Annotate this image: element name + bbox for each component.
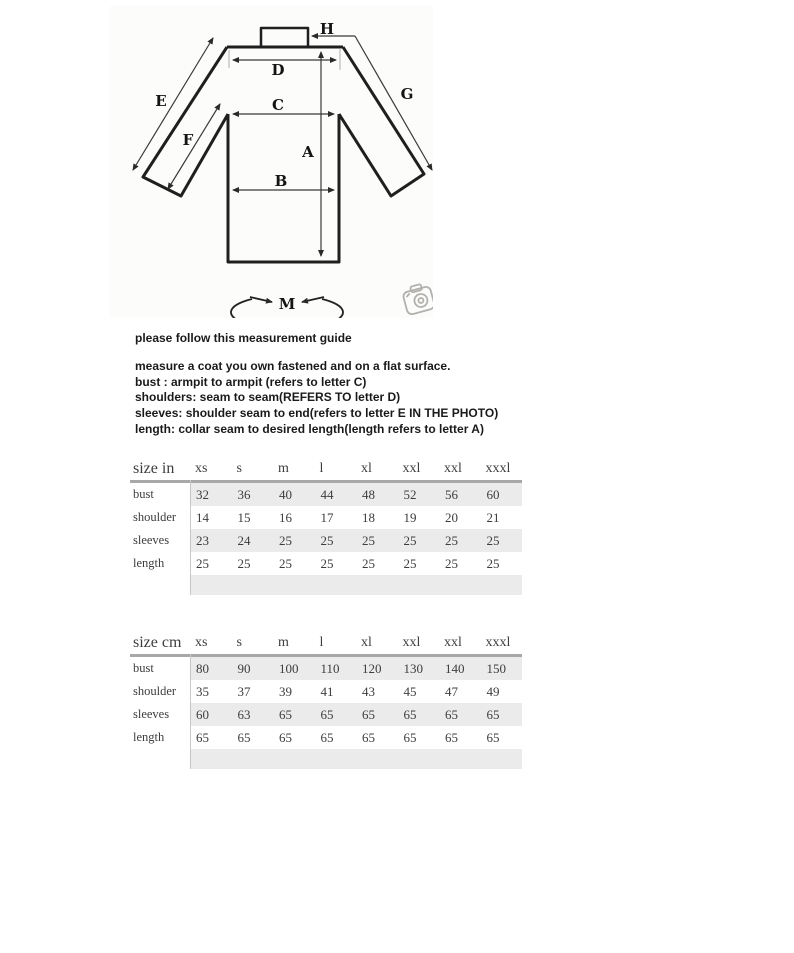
row-label: bust	[133, 661, 154, 675]
table-row	[130, 529, 522, 552]
column-header: xs	[195, 635, 208, 650]
table-title: size cm	[133, 634, 182, 651]
row-label: bust	[133, 487, 154, 501]
table-cell: 47	[445, 683, 458, 699]
table-header-row	[130, 458, 522, 480]
table-cell: 25	[362, 532, 375, 548]
ellipse-arrow-left	[250, 297, 272, 302]
column-header: l	[319, 461, 324, 476]
table-cell: 48	[362, 486, 375, 502]
column-header: xxl	[444, 461, 462, 476]
column-header: xxxl	[485, 635, 511, 650]
diagram-label-b: B	[274, 172, 288, 190]
table-cell: 90	[237, 660, 251, 676]
table-cell: 25	[362, 555, 375, 571]
empty-shaded-band	[190, 749, 522, 769]
table-cell: 65	[445, 706, 458, 722]
garment-diagram-svg	[110, 6, 433, 318]
table-cell: 65	[279, 729, 292, 745]
table-cell: 25	[486, 555, 500, 571]
diagram-letter-labels	[155, 20, 413, 313]
empty-shaded-band	[190, 575, 522, 595]
table-cell: 65	[362, 706, 375, 722]
table-cell: 15	[237, 509, 251, 525]
guide-title: please follow this measurement guide	[135, 331, 352, 345]
table-cell: 14	[196, 509, 209, 525]
column-header: xs	[195, 461, 208, 476]
table-cell: 130	[403, 660, 423, 676]
row-label: shoulder	[133, 510, 177, 524]
table-cell: 18	[362, 509, 375, 525]
column-header: s	[236, 461, 242, 476]
guide-line: bust : armpit to armpit (refers to letter C)	[135, 374, 367, 389]
size-table-inches	[130, 458, 522, 595]
table-cell: 35	[196, 683, 209, 699]
table-cell: 21	[486, 509, 500, 525]
left-sleeve-outline	[143, 47, 228, 196]
table-body	[130, 483, 522, 575]
guide-instructions	[135, 359, 498, 438]
table-cell: 25	[445, 555, 458, 571]
diagram-label-d: D	[271, 61, 285, 79]
table-cell: 24	[237, 532, 251, 548]
column-header: xxl	[402, 635, 421, 650]
measure-line-g	[355, 36, 432, 170]
table-row	[130, 506, 522, 529]
diagram-label-g: G	[400, 85, 414, 103]
row-values	[190, 680, 522, 703]
table-cell: 41	[320, 683, 334, 699]
table-cell: 65	[403, 706, 417, 722]
table-cell: 110	[320, 660, 340, 676]
table-row	[130, 703, 522, 726]
table-cell: 60	[196, 706, 209, 722]
table-cell: 45	[403, 683, 417, 699]
table-cell: 25	[320, 555, 334, 571]
row-values	[190, 483, 522, 506]
table-cell: 65	[320, 729, 334, 745]
table-cell: 43	[362, 683, 375, 699]
table-row	[130, 483, 522, 506]
table-cell: 36	[237, 486, 251, 502]
table-cell: 19	[403, 509, 417, 525]
table-cell: 16	[279, 509, 292, 525]
table-cell: 25	[196, 555, 209, 571]
table-cell: 49	[486, 683, 500, 699]
table-row	[130, 726, 522, 749]
table-cell: 37	[237, 683, 251, 699]
guide-line: sleeves: shoulder seam to end(refers to letter E IN THE PHOTO)	[135, 406, 499, 421]
table-cell: 63	[237, 706, 251, 722]
measure-line-e	[133, 38, 213, 170]
column-header: xxl	[402, 461, 421, 476]
row-values	[190, 506, 522, 529]
table-row	[130, 552, 522, 575]
right-sleeve-outline	[339, 47, 424, 196]
table-cell: 120	[362, 660, 382, 676]
table-row	[130, 680, 522, 703]
table-header-cols	[190, 461, 522, 477]
diagram-label-c: C	[272, 96, 284, 114]
column-header: xl	[361, 635, 372, 650]
guide-line: shoulders: seam to seam(REFERS TO letter D)	[135, 390, 401, 405]
table-cell: 140	[445, 660, 465, 676]
column-divider-line	[190, 480, 191, 595]
size-table-cm	[130, 632, 522, 769]
table-cell: 65	[279, 706, 292, 722]
row-label: sleeves	[133, 707, 170, 721]
table-cell: 25	[279, 532, 292, 548]
column-header: m	[278, 461, 289, 476]
table-cell: 25	[237, 555, 251, 571]
column-header: xxxl	[485, 461, 511, 476]
table-cell: 44	[320, 486, 334, 502]
row-label: length	[133, 730, 165, 744]
table-cell: 65	[445, 729, 458, 745]
diagram-label-m: M	[278, 295, 296, 313]
table-cell: 25	[403, 532, 417, 548]
row-values	[190, 529, 522, 552]
table-cell: 25	[320, 532, 334, 548]
table-cell: 150	[486, 660, 506, 676]
row-values	[190, 657, 522, 680]
table-cell: 25	[486, 532, 500, 548]
table-body	[130, 657, 522, 749]
table-cell: 17	[320, 509, 334, 525]
table-title: size in	[133, 460, 175, 477]
diagram-label-h: H	[319, 20, 335, 38]
table-cell: 40	[279, 486, 292, 502]
measurement-diagram-photo	[110, 6, 433, 318]
table-cell: 100	[279, 660, 299, 676]
table-header-cols	[190, 635, 522, 651]
table-cell: 25	[403, 555, 417, 571]
row-values	[190, 703, 522, 726]
diagram-label-a: A	[302, 143, 314, 161]
table-cell: 20	[445, 509, 458, 525]
row-label: length	[133, 556, 165, 570]
column-header: m	[278, 635, 289, 650]
column-header: xxl	[444, 635, 462, 650]
table-cell: 25	[279, 555, 292, 571]
table-cell: 23	[196, 532, 209, 548]
table-cell: 65	[320, 706, 334, 722]
table-cell: 80	[196, 660, 209, 676]
table-cell: 56	[445, 486, 458, 502]
table-cell: 32	[196, 486, 209, 502]
table-cell: 65	[196, 729, 209, 745]
diagram-label-f: F	[182, 131, 194, 149]
row-values	[190, 552, 522, 575]
camera-stamp-icon	[401, 282, 433, 315]
guide-line: measure a coat you own fastened and on a flat surface.	[135, 359, 451, 373]
table-cell: 39	[279, 683, 292, 699]
ellipse-arrow-right	[302, 297, 324, 302]
diagram-label-e: E	[155, 92, 167, 110]
table-cell: 25	[445, 532, 458, 548]
column-header: l	[319, 635, 324, 650]
table-cell: 60	[486, 486, 500, 502]
table-cell: 65	[237, 729, 251, 745]
table-cell: 65	[486, 729, 500, 745]
table-cell: 65	[486, 706, 500, 722]
table-cell: 65	[362, 729, 375, 745]
row-label: sleeves	[133, 533, 170, 547]
collar-shape	[261, 28, 308, 47]
column-header: s	[236, 635, 242, 650]
column-header: xl	[361, 461, 372, 476]
table-cell: 52	[403, 486, 417, 502]
column-divider-line	[190, 654, 191, 769]
table-cell: 65	[403, 729, 417, 745]
table-header-row	[130, 632, 522, 654]
row-values	[190, 726, 522, 749]
row-label: shoulder	[133, 684, 177, 698]
table-row	[130, 657, 522, 680]
guide-line: length: collar seam to desired length(length refers to letter A)	[135, 421, 484, 436]
